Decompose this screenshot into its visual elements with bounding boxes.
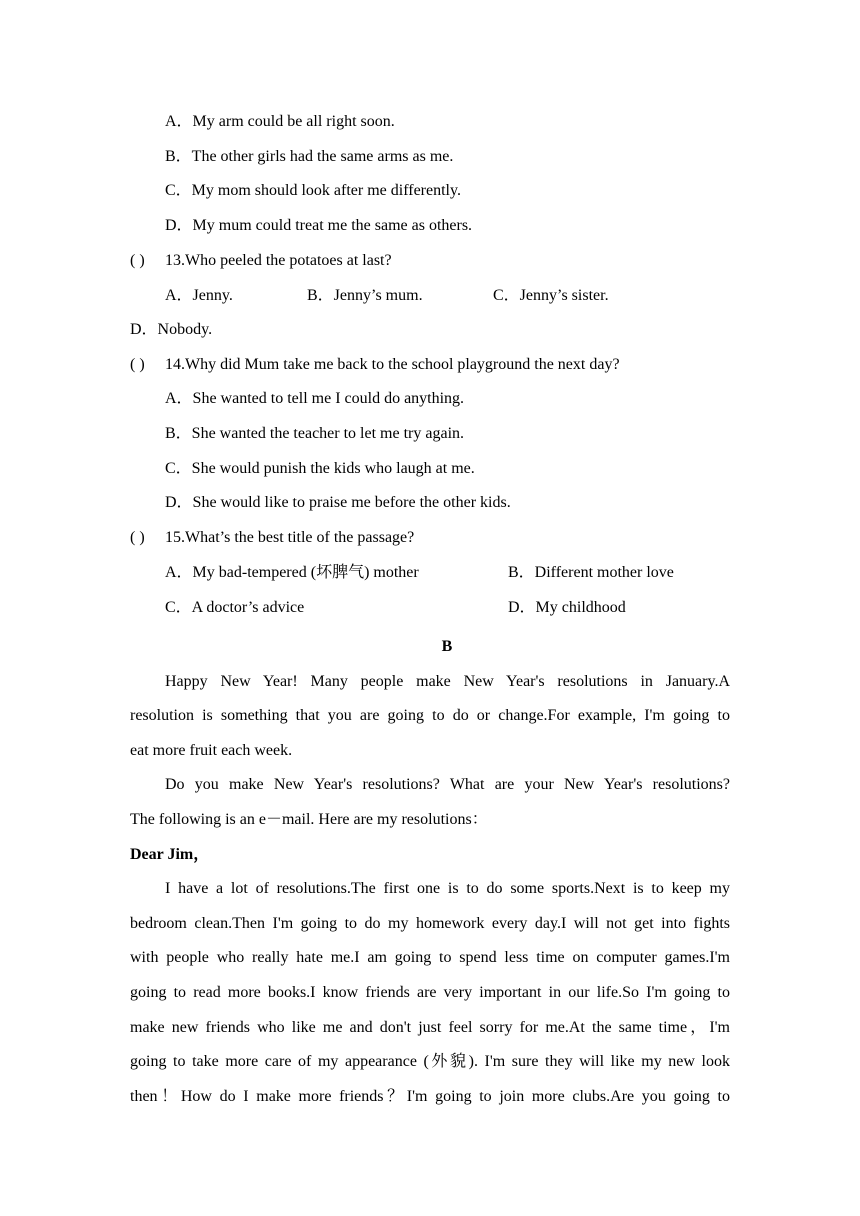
option-a: A．She wanted to tell me I could do anything. bbox=[165, 390, 465, 407]
option-c: C．My mom should look after me differently. bbox=[165, 182, 461, 199]
answer-blank: ( ) bbox=[130, 356, 145, 373]
paragraph-line: bedroom clean.Then I'm going to do my homework every day.I will not get into fights bbox=[130, 915, 730, 932]
section-heading: B bbox=[441, 638, 453, 655]
paragraph-line: with people who really hate me.I am going to spend less time on computer games.I'm bbox=[130, 949, 730, 966]
paragraph-line: The following is an e－mail. Here are my resolutions： bbox=[130, 811, 488, 828]
question-stem: 15.What’s the best title of the passage? bbox=[165, 529, 415, 546]
paragraph-line: Do you make New Year's resolutions? What are your New Year's resolutions? bbox=[165, 776, 730, 793]
option-d: D．My childhood bbox=[508, 599, 626, 616]
answer-blank: ( ) bbox=[130, 529, 145, 546]
option-d: D．My mum could treat me the same as others. bbox=[165, 217, 473, 234]
answer-blank: ( ) bbox=[130, 252, 145, 269]
paragraph-line: Happy New Year! Many people make New Year's resolutions in January.A bbox=[165, 673, 730, 690]
paragraph-line: going to take more care of my appearance (外貌). I'm sure they will like my new look bbox=[130, 1053, 730, 1070]
option-b: B．She wanted the teacher to let me try again. bbox=[165, 425, 465, 442]
option-c: C．She would punish the kids who laugh at me. bbox=[165, 460, 475, 477]
paragraph-line: then！How do I make more friends？I'm going to join more clubs.Are you going to bbox=[130, 1088, 730, 1105]
option-b: B．Different mother love bbox=[508, 564, 674, 581]
paragraph-line: make new friends who like me and don't just feel sorry for me.At the same time，I'm bbox=[130, 1019, 731, 1036]
option-c: C．A doctor’s advice bbox=[165, 599, 305, 616]
option-a: A．My bad-tempered (坏脾气) mother bbox=[165, 564, 419, 581]
question-stem: 14.Why did Mum take me back to the school playground the next day? bbox=[165, 356, 620, 373]
paragraph-line: I have a lot of resolutions.The first one is to do some sports.Next is to keep my bbox=[165, 880, 730, 897]
option-b: B．The other girls had the same arms as me. bbox=[165, 148, 454, 165]
option-d: D．Nobody. bbox=[130, 321, 213, 338]
option-b: B．Jenny’s mum. bbox=[307, 287, 423, 304]
option-a: A．My arm could be all right soon. bbox=[165, 113, 395, 130]
option-d: D．She would like to praise me before the other kids. bbox=[165, 494, 511, 511]
letter-salutation: Dear Jim， bbox=[130, 846, 210, 863]
option-c: C．Jenny’s sister. bbox=[493, 287, 609, 304]
paragraph-line: resolution is something that you are going to do or change.For example, I'm going to bbox=[130, 707, 730, 724]
paragraph-line: going to read more books.I know friends are very important in our life.So I'm going to bbox=[130, 984, 730, 1001]
question-stem: 13.Who peeled the potatoes at last? bbox=[165, 252, 392, 269]
paragraph-line: eat more fruit each week. bbox=[130, 742, 293, 759]
option-a: A．Jenny. bbox=[165, 287, 233, 304]
